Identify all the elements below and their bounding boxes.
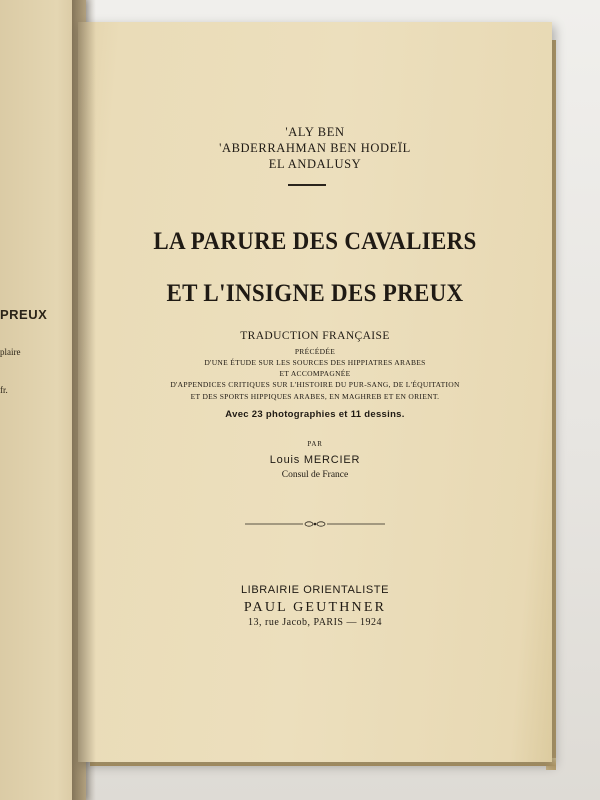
book-title-line: ET L'INSIGNE DES PREUX [166,278,464,307]
translator-name: Louis MERCIER [269,454,361,466]
preface-line: D'APPENDICES CRITIQUES SUR L'HISTOIRE DU PUR-SANG, DE L'ÉQUITATION [170,380,460,389]
by-label: PAR [307,440,323,448]
translator-title: Consul de France [281,470,349,480]
book-title-line: LA PARURE DES CAVALIERS [153,226,477,255]
left-page-fragment: PREUX [0,307,48,322]
preface-line: ET ACCOMPAGNÉE [279,369,351,378]
author-line: 'ABDERRAHMAN BEN HODEÏL [219,141,411,155]
publisher-name: PAUL GEUTHNER [243,600,387,615]
left-page-fragment: fr. [0,385,8,395]
preface-line: D'UNE ÉTUDE SUR LES SOURCES DES HIPPIATRES ARABES [204,358,426,367]
left-page-fragment: plaire [0,347,21,357]
publisher-address: 13, rue Jacob, PARIS — 1924 [248,617,382,628]
author-line: EL ANDALUSY [268,157,362,171]
translation-note: TRADUCTION FRANÇAISE [240,330,390,342]
short-rule [288,184,326,186]
publisher-line: LIBRAIRIE ORIENTALISTE [240,584,390,596]
ornamental-rule [245,520,385,528]
preface-line: PRÉCÉDÉE [294,347,336,356]
preface-line: ET DES SPORTS HIPPIQUES ARABES, EN MAGHREB ET EN ORIENT. [190,392,440,401]
illustrations-note: Avec 23 photographies et 11 dessins. [225,409,405,420]
author-line: 'ALY BEN [285,125,345,139]
